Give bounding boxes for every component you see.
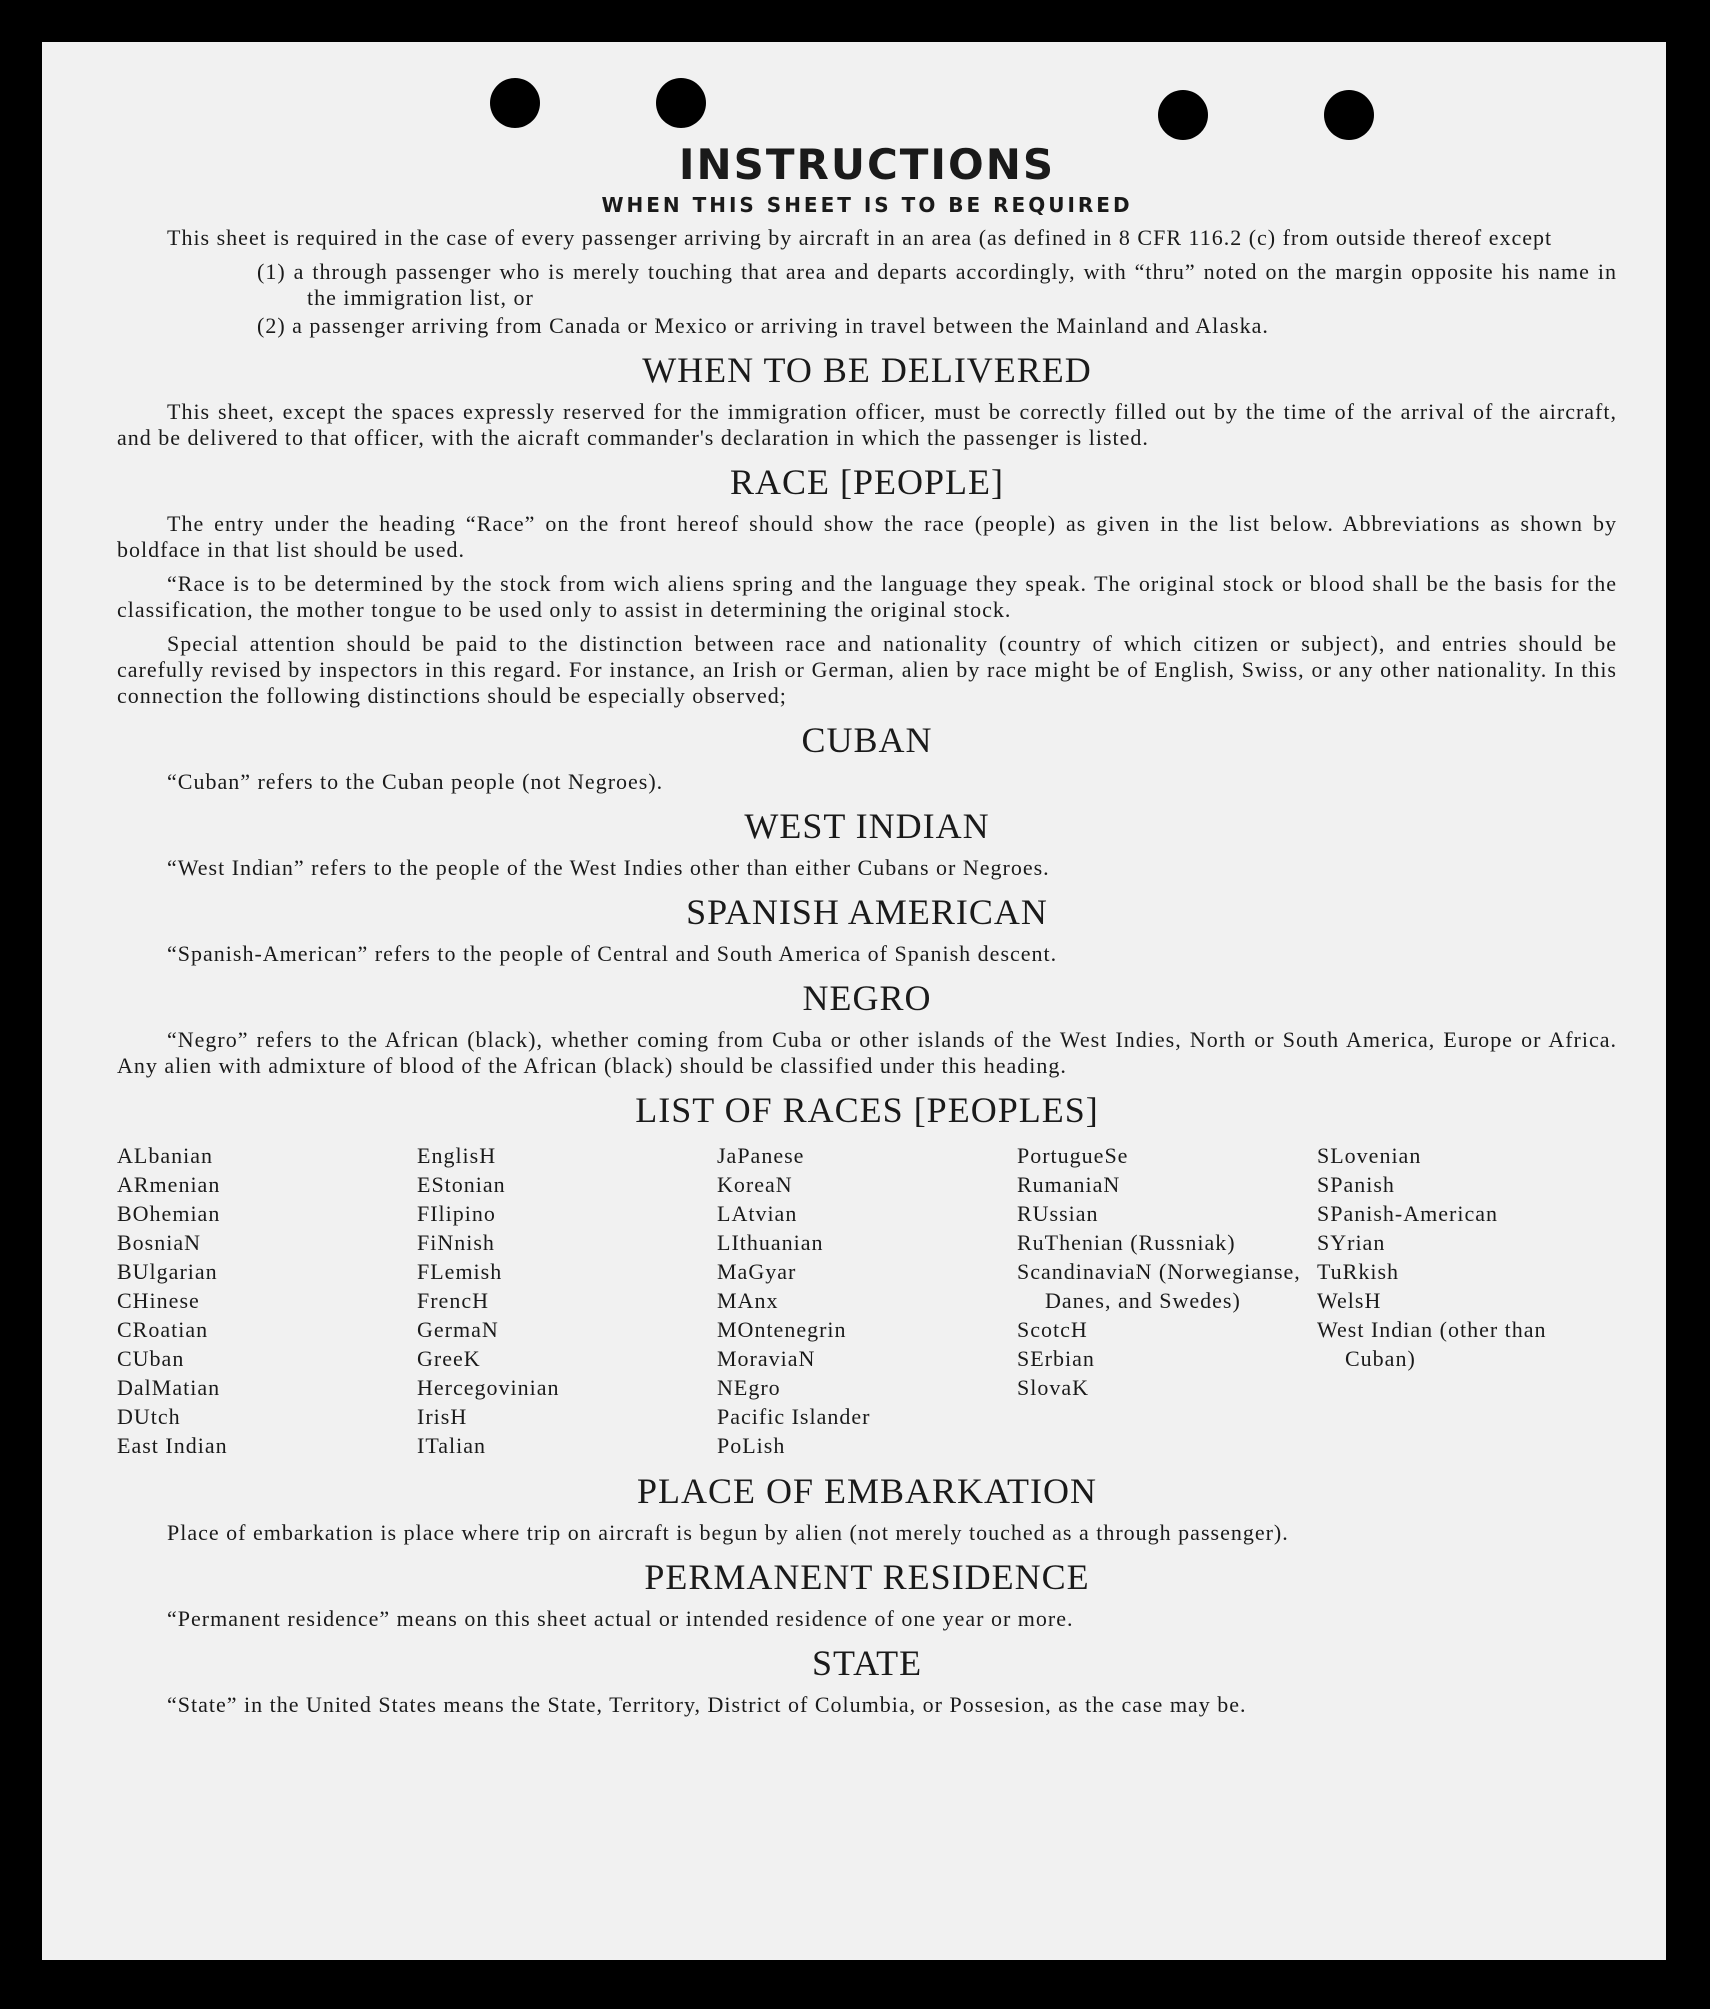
list-item: GreeK [417,1346,481,1371]
list-item: East Indian [117,1433,228,1458]
list-item: EStonian [417,1172,506,1197]
page-subtitle: WHEN THIS SHEET IS TO BE REQUIRED [601,193,1133,217]
list-item: RUssian [1017,1201,1099,1226]
section-heading-spanish-american: SPANISH AMERICAN [686,892,1048,932]
races-column-1 [117,1141,417,1460]
section-heading-delivered: WHEN TO BE DELIVERED [642,350,1092,390]
list-item: MOntenegrin [717,1317,847,1342]
list-item: ITalian [417,1433,486,1458]
list-item: DUtch [117,1404,181,1429]
list-item: Hercegovinian [417,1375,560,1400]
list-item: CHinese [117,1288,200,1313]
list-item: JaPanese [717,1143,805,1168]
list-item: CUban [117,1346,185,1371]
spanish-american-paragraph: “Spanish-American” refers to the people of Central and South America of Spanish descent. [167,941,1058,966]
list-item: SPanish [1317,1172,1395,1197]
list-item: FLemish [417,1259,503,1284]
list-item: CRoatian [117,1317,209,1342]
list-item: ScandinaviaN (Norwegianse, Danes, and Swedes) [1017,1259,1301,1313]
list-item: BosniaN [117,1230,201,1255]
list-item: SPanish-American [1317,1201,1498,1226]
document-sheet [42,42,1666,1960]
list-item: ALbanian [117,1143,213,1168]
intro-paragraph: This sheet is required in the case of every passenger arriving by aircraft in an area (as defined in 8 CFR 116.2 (c) from outside thereof except [167,225,1553,250]
list-item: RumaniaN [1017,1172,1121,1197]
section-heading-residence: PERMANENT RESIDENCE [644,1557,1090,1597]
list-item: ARmenian [117,1172,221,1197]
race-paragraph-2: “Race is to be determined by the stock from wich aliens spring and the language they speak. The original stock or blood shall be the basis for the classification, the mother tongue to be used only to assist in determining the original stock. [117,571,1617,622]
state-paragraph: “State” in the United States means the State, Territory, District of Columbia, or Possesion, as the case may be. [167,1692,1247,1717]
list-item: RuThenian (Russniak) [1017,1230,1236,1255]
punch-hole [1158,90,1208,140]
list-item: PoLish [717,1433,786,1458]
section-heading-embarkation: PLACE OF EMBARKATION [636,1471,1098,1511]
section-heading-west-indian: WEST INDIAN [744,806,990,846]
list-item: KoreaN [717,1172,793,1197]
punch-hole [656,78,706,128]
list-item: GermaN [417,1317,499,1342]
list-item: MoraviaN [717,1346,816,1371]
list-item: ScotcH [1017,1317,1088,1342]
west-indian-paragraph: “West Indian” refers to the people of the West Indies other than either Cubans or Negroes. [167,855,1050,880]
races-column-4 [1017,1141,1317,1460]
list-item: EnglisH [417,1143,497,1168]
page-title: INSTRUCTIONS [678,140,1056,189]
list-item: MAnx [717,1288,779,1313]
list-item: SLovenian [1317,1143,1422,1168]
exception-item-2: (2) a passenger arriving from Canada or Mexico or arriving in travel between the Mainland and Alaska. [257,313,1269,338]
races-column-2 [417,1141,717,1460]
races-column-3 [717,1141,1017,1460]
cuban-paragraph: “Cuban” refers to the Cuban people (not Negroes). [167,769,664,794]
list-item: FrencH [417,1288,489,1313]
race-paragraph-3: Special attention should be paid to the distinction between race and nationality (country of which citizen or subject), and entries should be carefully revised by inspectors in this regard. For instance, an Irish or German, alien by race might be of English, Swiss, or any other nationality. In this connection the following distinctions should be especially observed; [117,631,1617,708]
list-item: FIlipino [417,1201,496,1226]
section-heading-negro: NEGRO [802,978,932,1018]
list-item: MaGyar [717,1259,797,1284]
list-item: PortugueSe [1017,1143,1129,1168]
list-item: NEgro [717,1375,781,1400]
list-item: SlovaK [1017,1375,1089,1400]
list-item: WelsH [1317,1288,1382,1313]
punch-hole [1324,90,1374,140]
list-item: LIthuanian [717,1230,824,1255]
section-heading-cuban: CUBAN [801,720,933,760]
section-heading-state: STATE [811,1643,923,1683]
race-paragraph-1: The entry under the heading “Race” on the front hereof should show the race (people) as given in the list below. Abbreviations as shown by boldface in that list should be used. [117,511,1617,562]
residence-paragraph: “Permanent residence” means on this sheet actual or intended residence of one year or more. [167,1606,1074,1631]
list-item: SYrian [1317,1230,1386,1255]
list-item: SErbian [1017,1346,1095,1371]
list-item: Pacific Islander [717,1404,871,1429]
delivered-paragraph: This sheet, except the spaces expressly reserved for the immigration officer, must be correctly filled out by the time of the arrival of the aircraft, and be delivered to that officer, with the aicraft commander's declaration in which the passenger is listed. [117,399,1617,450]
exception-item-1: (1) a through passenger who is merely touching that area and departs accordingly, with “thru” noted on the margin opposite his name in the immigration list, or [257,259,1617,310]
list-item: BOhemian [117,1201,221,1226]
section-heading-race: RACE [PEOPLE] [730,462,1004,502]
races-list [117,1141,1617,1460]
list-item: BUlgarian [117,1259,218,1284]
negro-paragraph: “Negro” refers to the African (black), whether coming from Cuba or other islands of the West Indies, North or South America, Europe or Africa. Any alien with admixture of blood of the African (black) should be classified under this heading. [117,1027,1617,1078]
document-body [117,140,1617,1726]
section-heading-races-list: LIST OF RACES [PEOPLES] [635,1090,1099,1130]
list-item: LAtvian [717,1201,798,1226]
embarkation-paragraph: Place of embarkation is place where trip on aircraft is begun by alien (not merely touched as a through passenger). [167,1520,1289,1545]
list-item: West Indian (other than Cuban) [1317,1317,1547,1371]
list-item: DalMatian [117,1375,221,1400]
races-column-5 [1317,1141,1617,1460]
punch-hole [490,78,540,128]
list-item: FiNnish [417,1230,495,1255]
list-item: TuRkish [1317,1259,1400,1284]
list-item: IrisH [417,1404,468,1429]
